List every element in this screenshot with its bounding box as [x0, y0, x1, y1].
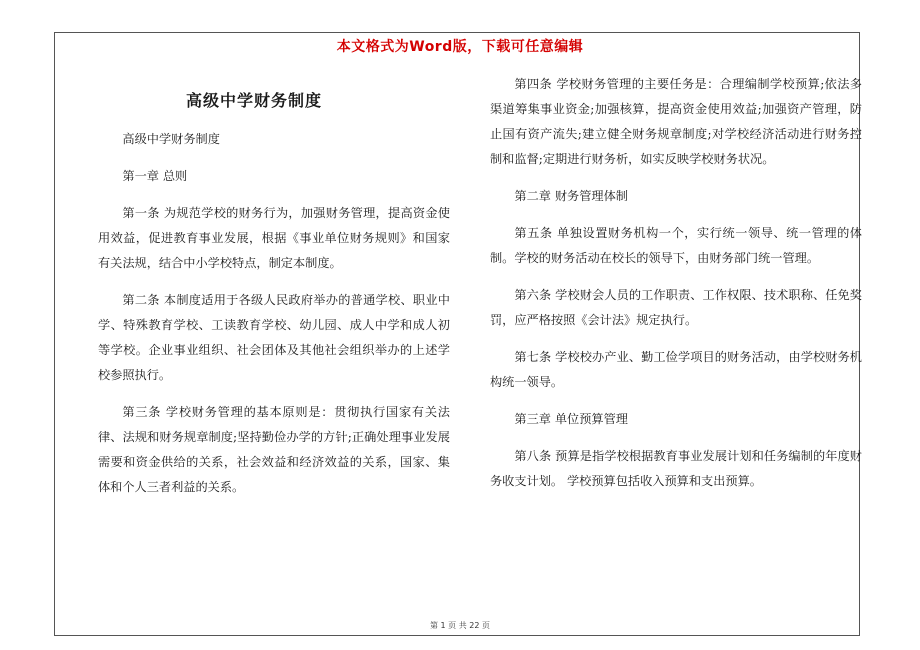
editable-notice-banner: 本文格式为Word版，下载可任意编辑 [336, 39, 584, 55]
right-paragraph: 第六条 学校财会人员的工作职责、工作权限、技术职称、任免奖罚，应严格按照《会计法》规定执行。 [490, 288, 862, 327]
right-paragraph: 第三章 单位预算管理 [514, 412, 628, 426]
left-paragraph: 第三条 学校财务管理的基本原则是：贯彻执行国家有关法律、法规和财务规章制度;坚持勤俭办学的方针;正确处理事业发展需要和资金供给的关系，社会效益和经济效益的关系，国家、集体和个人三者利益的关系。 [98, 405, 450, 494]
right-paragraph: 第二章 财务管理体制 [514, 189, 628, 203]
left-paragraph: 第二条 本制度适用于各级人民政府举办的普通学校、职业中学、特殊教育学校、工读教育学校、幼儿园、成人中学和成人初等学校。企业事业组织、社会团体及其他社会组织举办的上述学校参照执行。 [98, 293, 450, 382]
right-paragraph: 第八条 预算是指学校根据教育事业发展计划和任务编制的年度财务收支计划。 学校预算包括收入预算和支出预算。 [490, 449, 862, 488]
page-number: 第 1 页 共 22 页 [430, 621, 490, 630]
left-column [98, 127, 450, 512]
right-paragraph: 第四条 学校财务管理的主要任务是：合理编制学校预算;依法多渠道筹集事业资金;加强核算，提高资金使用效益;加强资产管理，防止国有资产流失;建立健全财务规章制度;对学校经济活动进行财务控制和监督;定期进行财务析，如实反映学校财务状况。 [490, 77, 862, 166]
right-paragraph: 第七条 学校校办产业、勤工俭学项目的财务活动，由学校财务机构统一领导。 [490, 350, 862, 389]
document-title: 高级中学财务制度 [186, 91, 323, 110]
left-paragraph: 高级中学财务制度 [122, 132, 220, 146]
left-paragraph: 第一条 为规范学校的财务行为，加强财务管理，提高资金使用效益，促进教育事业发展，根据《事业单位财务规则》和国家有关法规，结合中小学校特点，制定本制度。 [98, 206, 450, 270]
right-paragraph: 第五条 单独设置财务机构一个，实行统一领导、统一管理的体制。学校的财务活动在校长的领导下，由财务部门统一管理。 [490, 226, 862, 265]
right-column [490, 72, 862, 506]
left-paragraph: 第一章 总则 [122, 169, 188, 183]
